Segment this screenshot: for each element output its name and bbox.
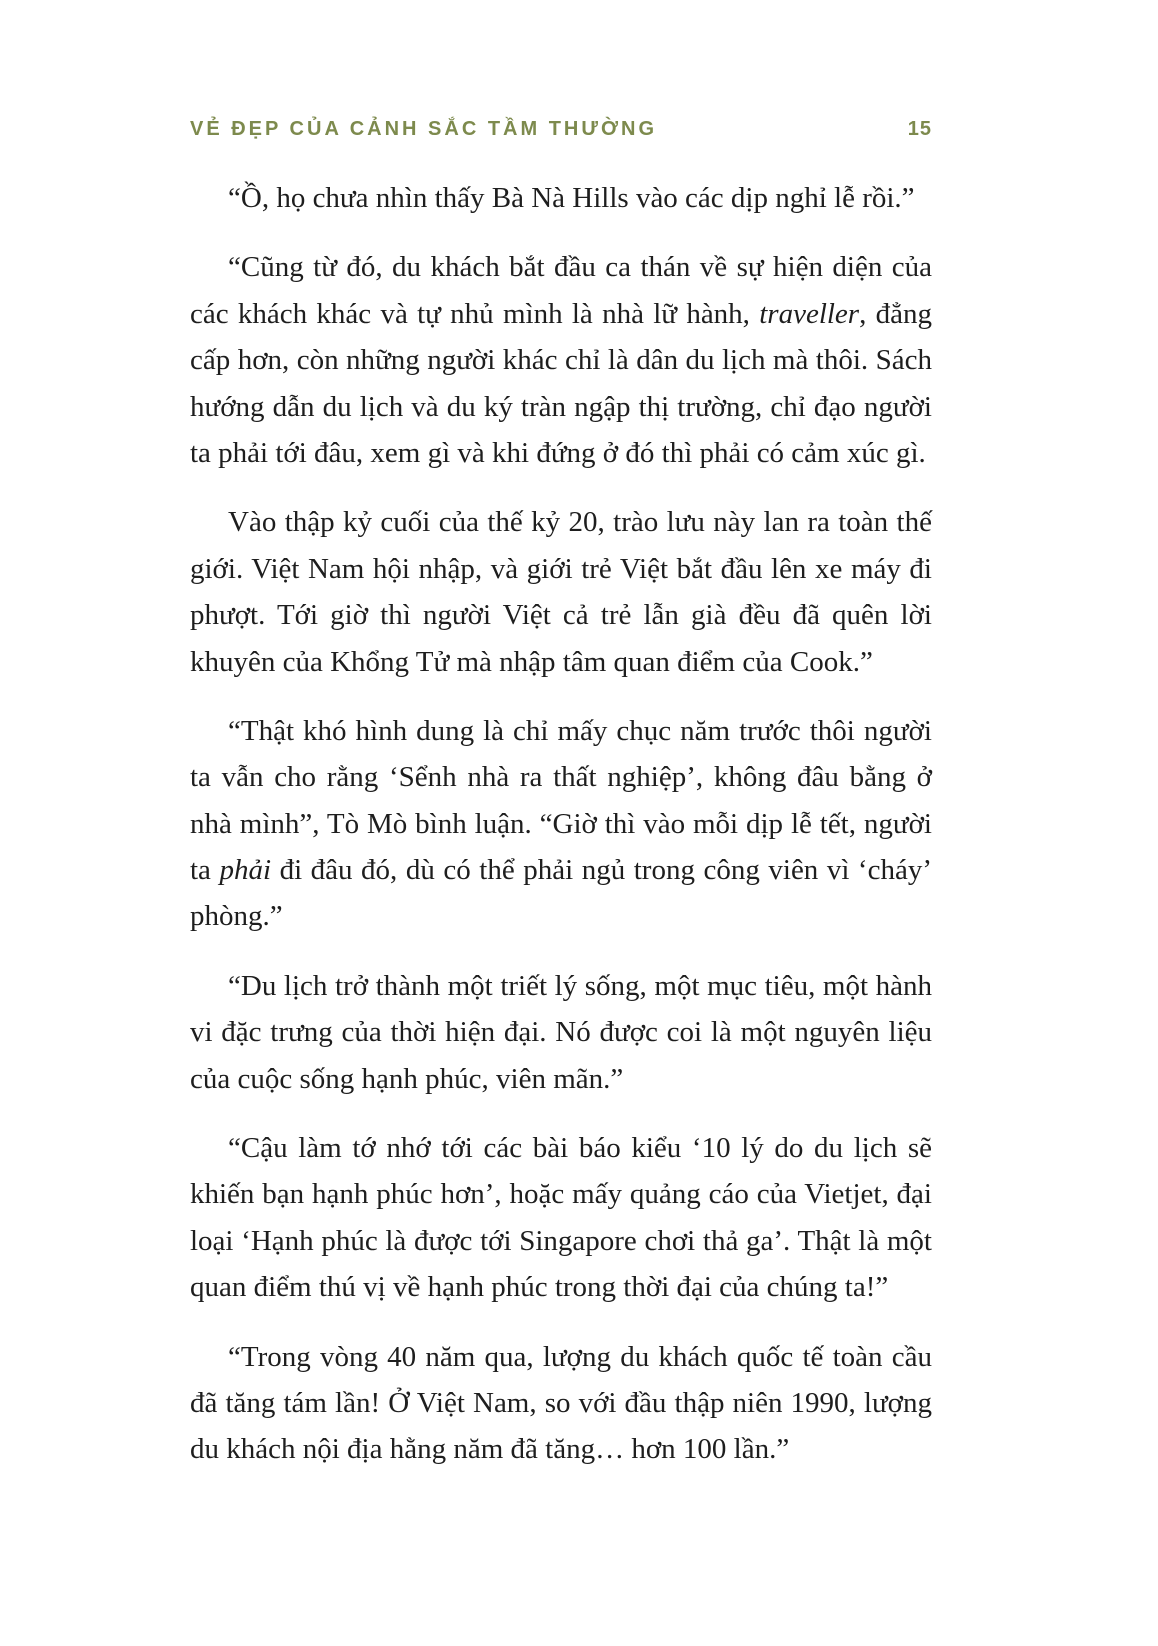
text-run: “Du lịch trở thành một triết lý sống, một mục tiêu, một hành vi đặc trưng của thời hiện đại. Nó được coi là một nguyên liệu của cuộc sống hạnh phúc, viên mãn.” bbox=[190, 969, 932, 1095]
paragraph bbox=[190, 244, 932, 476]
paragraph bbox=[190, 708, 932, 940]
text-run-italic: traveller bbox=[759, 297, 860, 330]
page-number: 15 bbox=[907, 118, 932, 140]
paragraph bbox=[190, 499, 932, 685]
text-run: đi đâu đó, dù có thể phải ngủ trong công viên vì ‘cháy’ phòng.” bbox=[190, 854, 932, 933]
text-run-italic: phải bbox=[219, 854, 272, 887]
text-run: “Ồ, họ chưa nhìn thấy Bà Nà Hills vào các dịp nghỉ lễ rồi.” bbox=[228, 182, 915, 214]
paragraph bbox=[190, 1125, 932, 1311]
text-run: , đẳng cấp hơn, còn những người khác chỉ là dân du lịch mà thôi. Sách hướng dẫn du lịch và du ký tràn ngập thị trường, chỉ đạo người ta phải tới đâu, xem gì và khi đứng ở đó thì phải có cảm xúc gì. bbox=[190, 297, 933, 469]
chapter-title: VẺ ĐẸP CỦA CẢNH SẮC TẦM THƯỜNG bbox=[190, 118, 658, 140]
text-run: “Trong vòng 40 năm qua, lượng du khách quốc tế toàn cầu đã tăng tám lần! Ở Việt Nam, so với đầu thập niên 1990, lượng du khách nội địa hằng năm đã tăng… hơn 100 lần.” bbox=[190, 1340, 932, 1466]
paragraph bbox=[190, 175, 932, 221]
running-header bbox=[190, 118, 932, 141]
paragraph bbox=[190, 963, 932, 1102]
text-run: “Cậu làm tớ nhớ tới các bài báo kiểu ‘10 lý do du lịch sẽ khiến bạn hạnh phúc hơn’, hoặc mấy quảng cáo của Vietjet, đại loại ‘Hạnh phúc là được tới Singapore chơi thả ga’. Thật là một quan điểm thú vị về hạnh phúc trong thời đại của chúng ta!” bbox=[190, 1132, 932, 1304]
paragraph bbox=[190, 1334, 932, 1473]
text-run: “Thật khó hình dung là chỉ mấy chục năm trước thôi người ta vẫn cho rằng ‘Sểnh nhà ra thất nghiệp’, không đâu bằng ở nhà mình”, Tò Mò bình luận. “Giờ thì vào mỗi dịp lễ tết, người ta bbox=[190, 714, 932, 887]
paragraphs bbox=[190, 175, 932, 1473]
text-run: Vào thập kỷ cuối của thế kỷ 20, trào lưu này lan ra toàn thế giới. Việt Nam hội nhập, và giới trẻ Việt bắt đầu lên xe máy đi phượt. Tới giờ thì người Việt cả trẻ lẫn già đều đã quên lời khuyên của Khổng Tử mà nhập tâm quan điểm của Cook.” bbox=[190, 506, 932, 678]
text-run: “Cũng từ đó, du khách bắt đầu ca thán về sự hiện diện của các khách khác và tự nhủ mình là nhà lữ hành, bbox=[190, 251, 932, 330]
